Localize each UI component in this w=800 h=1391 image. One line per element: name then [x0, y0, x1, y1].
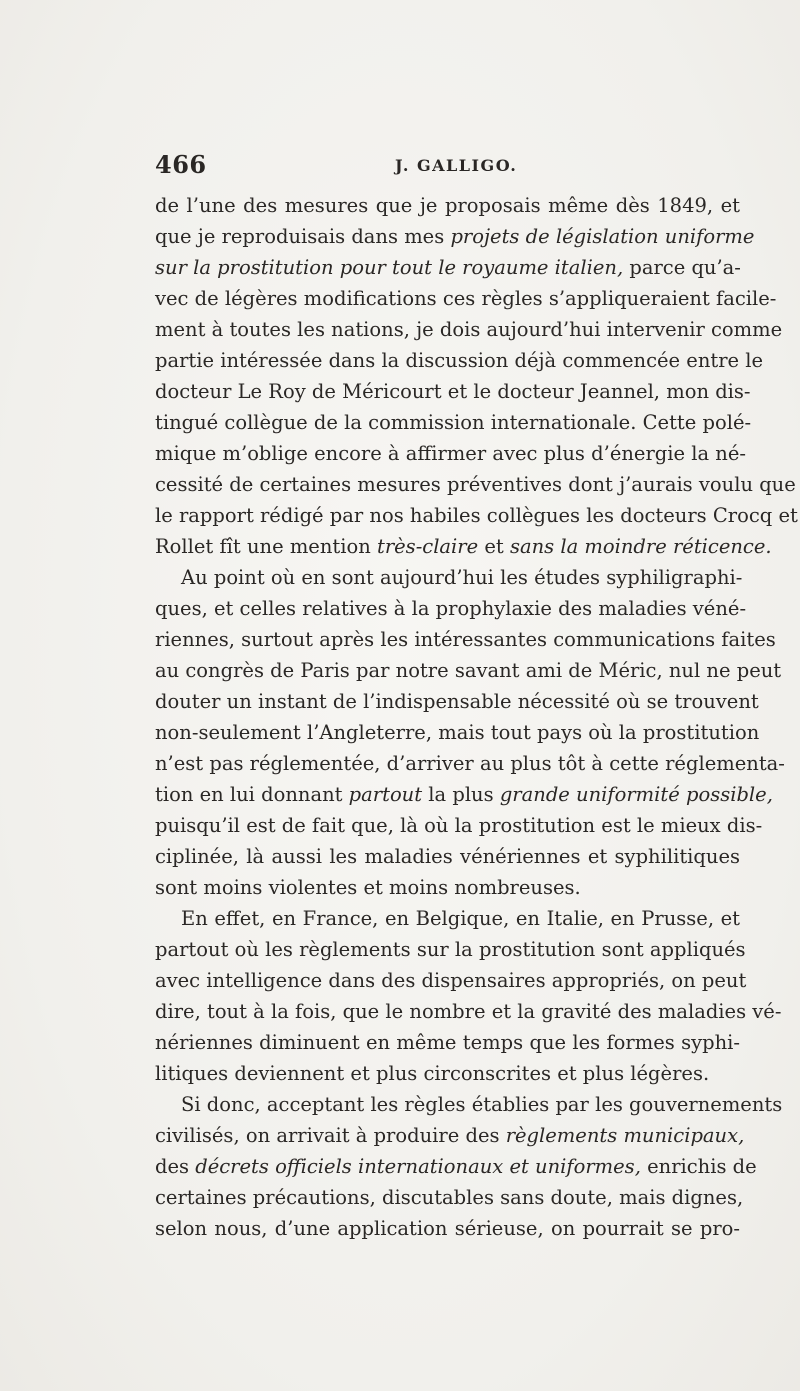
text-segment: parce qu’a- [623, 256, 741, 279]
text-segment: Au point où en sont aujourd’hui les études syphiligraphi- [181, 566, 743, 589]
text-segment: riennes, surtout après les intéressantes communications faites [155, 628, 776, 651]
italic-text: partout [348, 783, 423, 806]
text-segment: partout où les règlements sur la prostitution sont appliqués [155, 938, 746, 961]
text-line [155, 686, 759, 717]
italic-text: projets de législation uniforme [450, 225, 755, 248]
text-line [155, 314, 783, 345]
text-segment: des [155, 1155, 196, 1178]
text-segment: sont moins violentes et moins nombreuses. [155, 876, 581, 899]
text-segment: partie intéressée dans la discussion déjà commencée entre le [155, 349, 764, 372]
text-segment: cessité de certaines mesures préventives dont j’aurais voulu que [155, 473, 796, 496]
text-line [155, 965, 747, 996]
text-segment: non-seulement l’Angleterre, mais tout pays où la prostitution [155, 721, 760, 744]
text-line [155, 810, 763, 841]
text-segment: la plus [422, 783, 500, 806]
page-header [155, 150, 740, 180]
italic-text: décrets officiels internationaux et uniformes, [195, 1155, 641, 1178]
text-line [155, 1058, 740, 1089]
text-line [155, 376, 751, 407]
text-line [155, 593, 747, 624]
text-line [155, 252, 740, 283]
text-segment: tingué collègue de la commission internationale. Cette polé- [155, 411, 752, 434]
italic-text: règlements municipaux, [505, 1124, 745, 1147]
body-text [155, 190, 798, 1244]
text-segment: Si donc, acceptant les règles établies par les gouvernements [181, 1093, 783, 1116]
text-segment: de l’une des mesures que je proposais même dès 1849, et [155, 194, 740, 217]
running-head: J. GALLIGO. [395, 156, 518, 175]
text-line [155, 190, 740, 221]
text-line [155, 469, 796, 500]
text-line [155, 283, 777, 314]
text-segment: vec de légères modifications ces règles s’appliqueraient facile- [155, 287, 777, 310]
text-line [155, 841, 740, 872]
text-line [155, 717, 760, 748]
text-segment: civilisés, on arrivait à produire des [155, 1124, 506, 1147]
text-segment: ment à toutes les nations, je dois aujourd’hui intervenir comme [155, 318, 783, 341]
text-segment: le rapport rédigé par nos habiles collègues les docteurs Crocq et [155, 504, 798, 527]
text-segment: enrichis de [640, 1155, 757, 1178]
italic-text: grande uniformité possible, [499, 783, 773, 806]
text-segment: ciplinée, là aussi les maladies vénériennes et syphilitiques [155, 845, 740, 868]
text-line [155, 779, 773, 810]
text-line [155, 1120, 745, 1151]
text-line [155, 624, 776, 655]
text-segment: docteur Le Roy de Méricourt et le docteur Jeannel, mon dis- [155, 380, 751, 403]
text-segment: ques, et celles relatives à la prophylaxie des maladies véné- [155, 597, 747, 620]
text-segment: n’est pas réglementée, d’arriver au plus tôt à cette réglementa- [155, 752, 785, 775]
text-segment: puisqu’il est de fait que, là où la prostitution est le mieux dis- [155, 814, 763, 837]
text-line [155, 1027, 740, 1058]
text-segment: Rollet fît une mention [155, 535, 377, 558]
text-segment: litiques deviennent et plus circonscrites et plus légères. [155, 1062, 710, 1085]
text-segment: tion en lui donnant [155, 783, 349, 806]
italic-text: très-claire [376, 535, 479, 558]
text-line [155, 438, 746, 469]
text-segment: et [478, 535, 510, 558]
text-line [155, 500, 798, 531]
text-line [155, 1089, 783, 1120]
text-line [155, 1182, 744, 1213]
text-segment: au congrès de Paris par notre savant ami de Méric, nul ne peut [155, 659, 782, 682]
text-line [155, 221, 755, 252]
text-segment: que je reproduisais dans mes [155, 225, 451, 248]
italic-text: sur la prostitution pour tout le royaume italien, [155, 256, 624, 279]
text-segment: selon nous, d’une application sérieuse, on pourrait se pro- [155, 1217, 740, 1240]
text-segment: douter un instant de l’indispensable nécessité où se trouvent [155, 690, 759, 713]
text-line [155, 562, 743, 593]
text-segment: En effet, en France, en Belgique, en Italie, en Prusse, et [181, 907, 740, 930]
text-line [155, 903, 740, 934]
text-line [155, 872, 740, 903]
text-line [155, 345, 764, 376]
text-segment: certaines précautions, discutables sans doute, mais dignes, [155, 1186, 744, 1209]
italic-text: sans la moindre réticence. [509, 535, 772, 558]
text-line [155, 1213, 740, 1244]
text-segment: avec intelligence dans des dispensaires appropriés, on peut [155, 969, 747, 992]
text-line [155, 407, 752, 438]
page-number: 466 [155, 150, 207, 179]
text-segment: mique m’oblige encore à affirmer avec plus d’énergie la né- [155, 442, 746, 465]
text-line [155, 996, 782, 1027]
text-segment: nériennes diminuent en même temps que les formes syphi- [155, 1031, 740, 1054]
text-line [155, 934, 746, 965]
text-line [155, 748, 785, 779]
text-line [155, 655, 782, 686]
text-segment: dire, tout à la fois, que le nombre et la gravité des maladies vé- [155, 1000, 782, 1023]
text-line [155, 1151, 757, 1182]
text-line [155, 531, 772, 562]
